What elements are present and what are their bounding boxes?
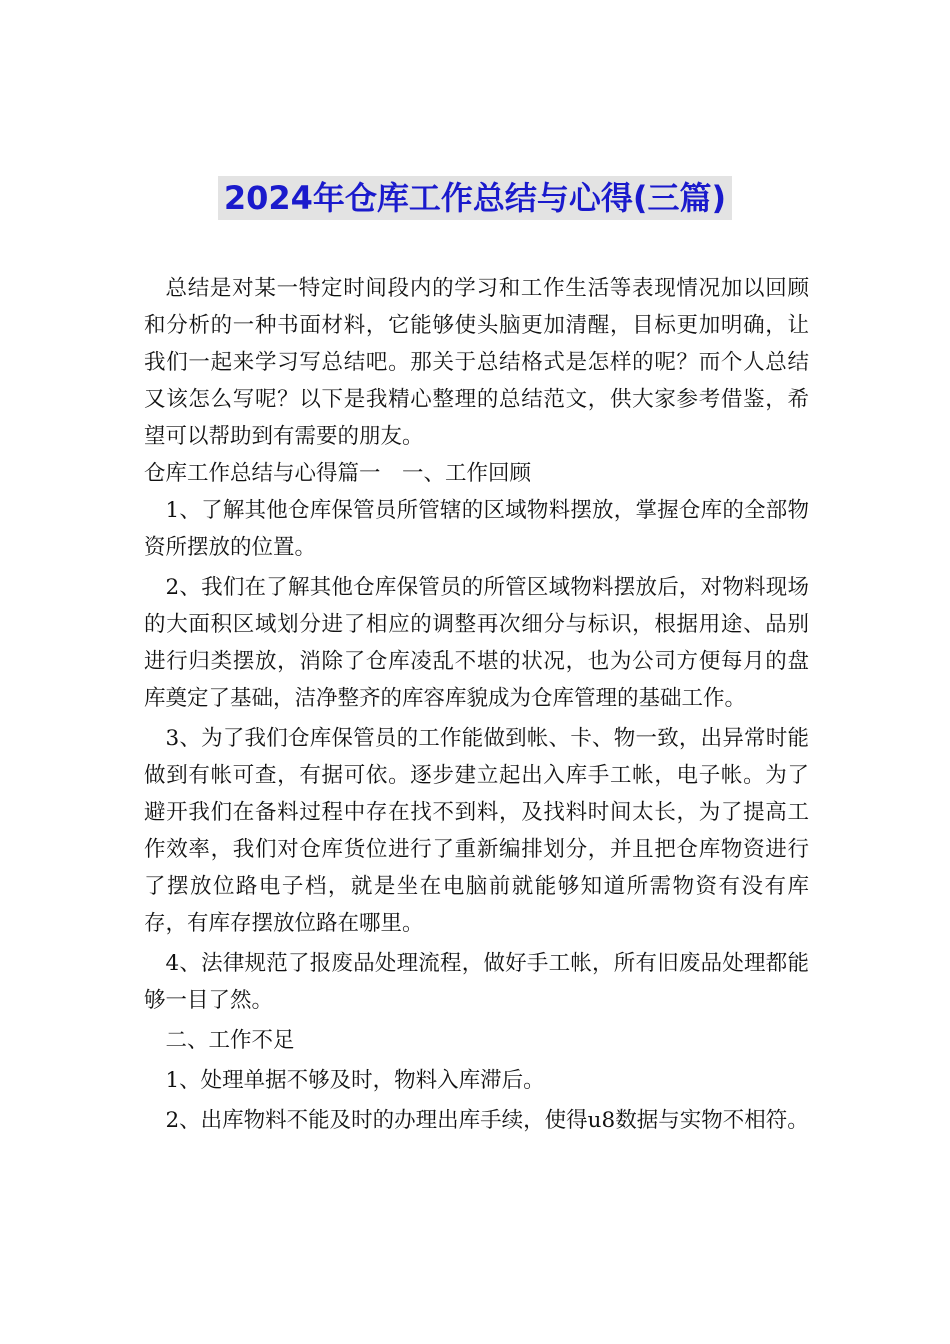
section-heading: 仓库工作总结与心得篇一 一、工作回顾 — [144, 461, 532, 486]
intro-paragraph: 总结是对某一特定时间段内的学习和工作生活等表现情况加以回顾和分析的一种书面材料，它能够使头脑更加清醒，目标更加明确，让我们一起来学习写总结吧。那关于总结格式是怎样的呢？而个人总结又该怎么写呢？以下是我精心整理的总结范文，供大家参考借鉴，希望可以帮助到有需要的朋友。 — [144, 276, 809, 449]
shortcoming-item-1: 1、处理单据不够及时，物料入库滞后。 — [165, 1068, 545, 1093]
review-item-1: 1、了解其他仓库保管员所管辖的区域物料摆放，掌握仓库的全部物资所摆放的位置。 — [144, 498, 809, 560]
review-item-3: 3、为了我们仓库保管员的工作能做到帐、卡、物一致，出异常时能做到有帐可查，有据可依。逐步建立起出入库手工帐，电子帐。为了避开我们在备料过程中存在找不到料，及找料时间太长，为了提高工作效率，我们对仓库货位进行了重新编排划分，并且把仓库物资进行了摆放位路电子档，就是坐在电脑前就能够知道所需物资有没有库存，有库存摆放位路在哪里。 — [144, 726, 809, 936]
document-title: 2024年仓库工作总结与心得(三篇) — [218, 176, 732, 220]
shortcoming-item-2: 2、出库物料不能及时的办理出库手续，使得u8数据与实物不相符。 — [165, 1108, 809, 1133]
document-body — [144, 270, 809, 1139]
review-item-2: 2、我们在了解其他仓库保管员的所管区域物料摆放后，对物料现场的大面积区域划分进了相应的调整再次细分与标识，根据用途、品别进行归类摆放，消除了仓库凌乱不堪的状况，也为公司方便每月的盘库奠定了基础，洁净整齐的库容库貌成为仓库管理的基础工作。 — [144, 575, 809, 711]
title-area — [0, 176, 950, 220]
shortcomings-heading: 二、工作不足 — [165, 1028, 295, 1053]
review-item-4: 4、法律规范了报废品处理流程，做好手工帐，所有旧废品处理都能够一目了然。 — [144, 951, 809, 1013]
